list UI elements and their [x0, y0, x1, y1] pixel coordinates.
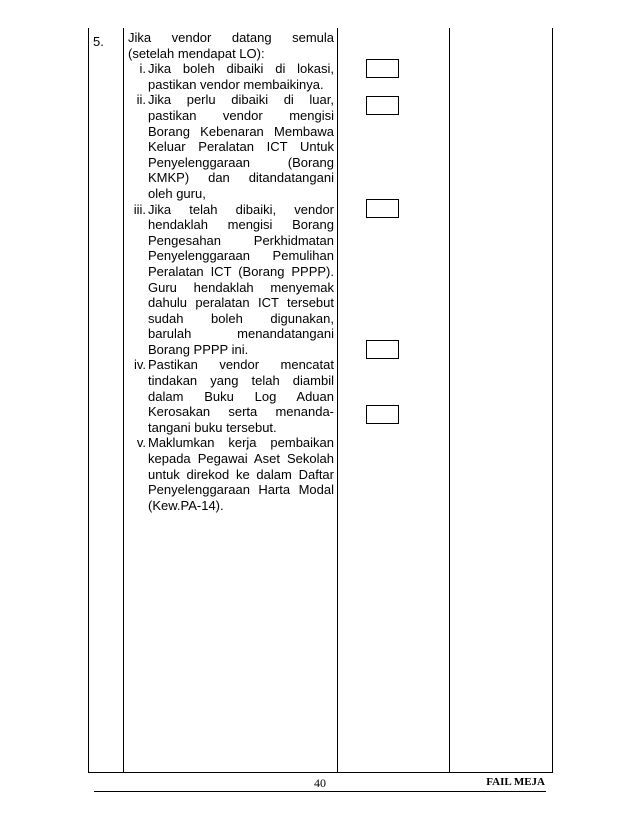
list-item [128, 435, 334, 513]
list-item-line: dahulu peralatan ICT tersebut [148, 295, 334, 311]
list-item-line: oleh guru, [148, 185, 206, 201]
page-number: 40 [314, 776, 326, 790]
list-item [128, 202, 334, 358]
list-item-line: Borang PPPP ini. [148, 341, 249, 357]
table-divider-checkbox [449, 28, 450, 773]
list-item-line: hendaklah mengisi Borang [148, 217, 334, 233]
list-item-line: tangani buku tersebut. [148, 419, 277, 435]
list-item-line: tindakan yang telah diambil [148, 373, 334, 389]
list-item-line: Jika boleh dibaiki di lokasi, [148, 61, 334, 77]
list-item-line: Pastikan vendor mencatat [148, 357, 334, 373]
row-number: 5. [93, 34, 104, 49]
list-item-line: Keluar Peralatan ICT Untuk [148, 139, 334, 155]
list-item [128, 61, 334, 92]
list-item-line: kepada Pegawai Aset Sekolah [148, 451, 334, 467]
list-item-marker: i. [139, 61, 146, 77]
list-item-line: sudah boleh digunakan, [148, 310, 334, 326]
list-item-line: Penyelenggaraan Harta Modal [148, 482, 334, 498]
checkbox-item-i[interactable] [366, 59, 399, 78]
checkbox-item-ii[interactable] [366, 96, 399, 115]
table-left-border [88, 28, 89, 773]
list-item-line: pastikan vendor mengisi [148, 107, 334, 123]
list-item-marker: iv. [133, 357, 146, 373]
instruction-list [128, 61, 334, 513]
checkbox-item-iv[interactable] [366, 340, 399, 359]
list-item [128, 92, 334, 201]
list-item-line: Borang Kebenaran Membawa [148, 123, 334, 139]
intro-line: (setelah mendapat LO): [128, 45, 265, 61]
checkbox-item-v[interactable] [366, 405, 399, 424]
list-item-line: untuk direkod ke dalam Daftar [148, 466, 334, 482]
list-item [128, 357, 334, 435]
list-item-line: barulah menandatangani [148, 326, 334, 342]
list-item-marker: ii. [136, 92, 146, 108]
list-item-line: (Kew.PA-14). [148, 497, 224, 513]
list-item-marker: v. [136, 435, 146, 451]
table-divider-number [123, 28, 124, 773]
footer-label: FAIL MEJA [486, 776, 545, 788]
list-item-line: Guru hendaklah menyemak [148, 279, 334, 295]
table-bottom-border [88, 772, 552, 773]
list-item-line: Jika telah dibaiki, vendor [148, 201, 334, 217]
list-item-line: Penyelenggaraan (Borang [148, 154, 334, 170]
intro-line: Jika vendor datang semula [128, 30, 334, 45]
list-item-line: Kerosakan serta menanda- [148, 404, 334, 420]
list-item-line: Penyelenggaraan Pemulihan [148, 248, 334, 264]
list-item-line: Pengesahan Perkhidmatan [148, 232, 334, 248]
list-item-line: Jika perlu dibaiki di luar, [148, 92, 334, 108]
list-item-marker: iii. [133, 201, 146, 217]
list-item-line: KMKP) dan ditandatangani [148, 170, 334, 186]
table-right-border [552, 28, 553, 773]
checkbox-item-iii[interactable] [366, 199, 399, 218]
list-item-line: Maklumkan kerja pembaikan [148, 435, 334, 451]
footer-rule [94, 791, 546, 792]
list-item-line: pastikan vendor membaikinya. [148, 76, 324, 92]
row-content [128, 30, 334, 513]
list-item-line: dalam Buku Log Aduan [148, 388, 334, 404]
table-divider-content [337, 28, 338, 773]
list-item-line: Peralatan ICT (Borang PPPP). [148, 263, 334, 279]
